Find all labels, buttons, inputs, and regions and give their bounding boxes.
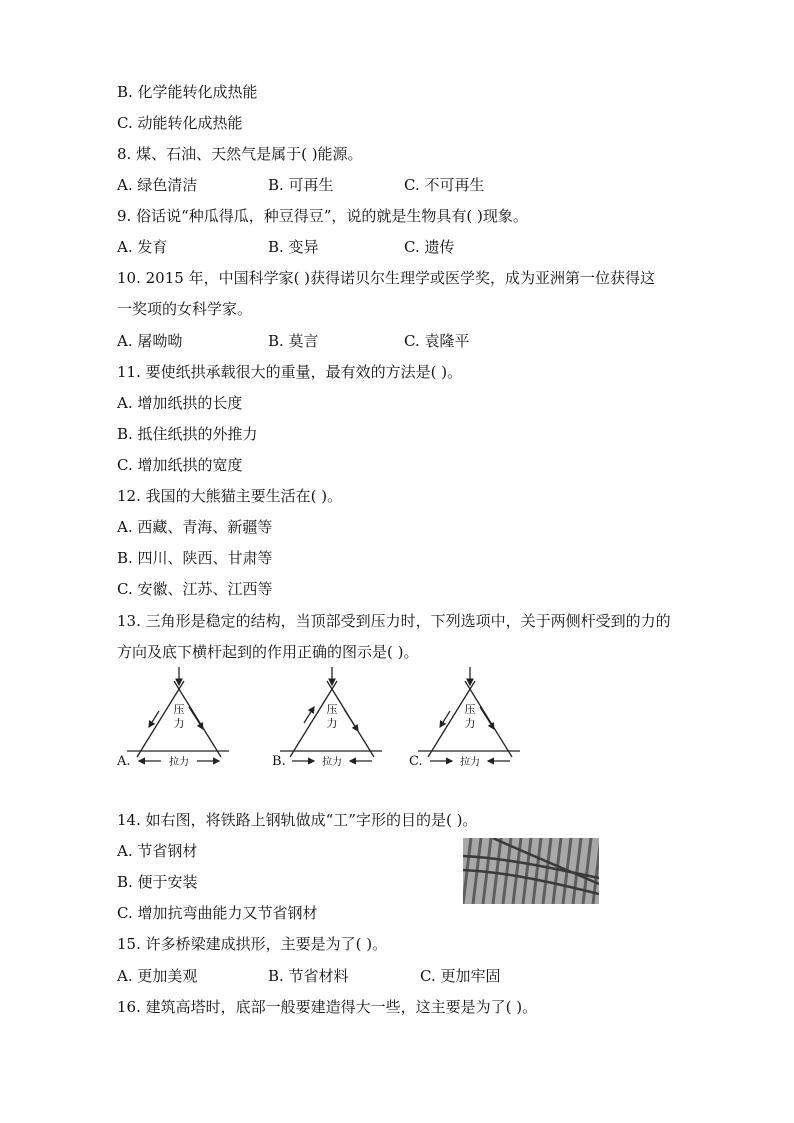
- triangle-figure-c: [408, 665, 528, 775]
- q10-option-a: A. 屠呦呦: [117, 332, 183, 350]
- q10-option-b: B. 莫言: [268, 332, 319, 350]
- tension-label: 拉力: [169, 757, 189, 768]
- pressure-label-2: 力: [464, 717, 476, 730]
- question-10: 10. 2015 年，中国科学家( )获得诺贝尔生理学或医学奖，成为亚洲第一位获得这: [117, 269, 656, 287]
- railway-track-image: [463, 838, 599, 904]
- q12-option-b: B. 四川、陕西、甘肃等: [117, 549, 273, 567]
- question-8: 8. 煤、石油、天然气是属于( )能源。: [117, 145, 363, 163]
- pressure-label-1: 压: [326, 703, 338, 716]
- q12-option-c: C. 安徽、江苏、江西等: [117, 580, 273, 598]
- question-9: 9. 俗话说“种瓜得瓜，种豆得豆”，说的就是生物具有( )现象。: [117, 207, 528, 225]
- q9-option-a: A. 发育: [117, 238, 168, 256]
- option-line: C. 动能转化成热能: [117, 114, 243, 132]
- tension-label: 拉力: [322, 757, 342, 768]
- q12-option-a: A. 西藏、青海、新疆等: [117, 518, 273, 536]
- pressure-label-1: 压: [173, 703, 185, 716]
- q8-option-a: A. 绿色清洁: [117, 176, 198, 194]
- q11-option-a: A. 增加纸拱的长度: [117, 394, 243, 412]
- figure-label-a: A.: [117, 754, 131, 769]
- q14-option-c: C. 增加抗弯曲能力又节省钢材: [117, 904, 318, 922]
- q11-option-c: C. 增加纸拱的宽度: [117, 456, 243, 474]
- pressure-label-1: 压: [464, 703, 476, 716]
- triangle-figure-a: [117, 665, 237, 775]
- question-14: 14. 如右图，将铁路上钢轨做成“工”字形的目的是( )。: [117, 811, 478, 829]
- option-line: B. 化学能转化成热能: [117, 83, 258, 101]
- figure-label-c: C.: [409, 754, 423, 769]
- question-10-cont: 一奖项的女科学家。: [117, 300, 253, 318]
- question-12: 12. 我国的大熊猫主要生活在( )。: [117, 487, 343, 505]
- triangle-figure-b: [270, 665, 390, 775]
- q11-option-b: B. 抵住纸拱的外推力: [117, 425, 258, 443]
- tension-label: 拉力: [460, 757, 480, 768]
- q8-option-c: C. 不可再生: [404, 176, 485, 194]
- question-13-cont: 方向及底下横杆起到的作用正确的图示是( )。: [117, 643, 419, 661]
- q9-option-b: B. 变异: [268, 238, 319, 256]
- question-15: 15. 许多桥梁建成拱形，主要是为了( )。: [117, 935, 388, 953]
- q14-option-b: B. 便于安装: [117, 873, 198, 891]
- q15-option-a: A. 更加美观: [117, 967, 198, 985]
- q15-option-b: B. 节省材料: [268, 967, 349, 985]
- q9-option-c: C. 遗传: [404, 238, 455, 256]
- question-11: 11. 要使纸拱承载很大的重量，最有效的方法是( )。: [117, 363, 463, 381]
- q14-option-a: A. 节省钢材: [117, 842, 198, 860]
- pressure-label-2: 力: [326, 717, 338, 730]
- question-13: 13. 三角形是稳定的结构，当顶部受到压力时，下列选项中，关于两侧杆受到的力的: [117, 612, 671, 630]
- q10-option-c: C. 袁隆平: [404, 332, 470, 350]
- question-16: 16. 建筑高塔时，底部一般要建造得大一些，这主要是为了( )。: [117, 998, 538, 1016]
- q15-option-c: C. 更加牢固: [420, 967, 501, 985]
- q8-option-b: B. 可再生: [268, 176, 334, 194]
- figure-label-b: B.: [272, 754, 286, 769]
- pressure-label-2: 力: [173, 717, 185, 730]
